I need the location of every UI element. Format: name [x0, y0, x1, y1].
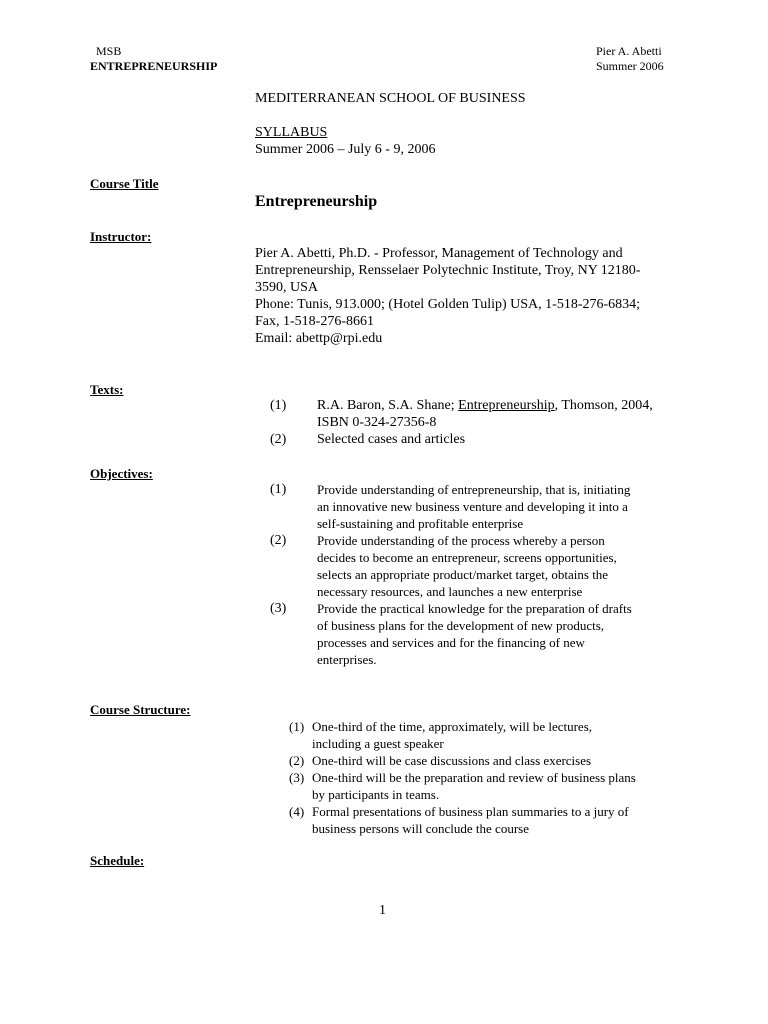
- header-left-top: MSB: [96, 44, 122, 58]
- texts-item-authors: R.A. Baron, S.A. Shane;: [317, 398, 459, 413]
- objective-number: (3): [270, 601, 287, 616]
- structure-item: [312, 803, 629, 837]
- texts-item-book-title: Entrepreneurship: [458, 398, 555, 413]
- structure-number: (1): [289, 719, 305, 734]
- instructor-line: Pier A. Abetti, Ph.D. - Professor, Management of Technology and: [255, 246, 623, 261]
- syllabus-label: SYLLABUS: [255, 125, 328, 140]
- objective-line: of business plans for the development of new products,: [317, 618, 605, 633]
- objective-number: (1): [270, 482, 287, 497]
- objective-item: [317, 532, 617, 600]
- structure-line: One-third of the time, approximately, will be lectures,: [312, 719, 593, 734]
- instructor-block: [255, 245, 640, 347]
- texts-label: Texts:: [90, 382, 124, 397]
- course-title-label: Course Title: [90, 176, 159, 191]
- texts-item-number: (1): [270, 398, 287, 413]
- instructor-line: 3590, USA: [255, 280, 319, 295]
- texts-item: [317, 397, 653, 431]
- objective-item: [317, 600, 632, 668]
- objective-number: (2): [270, 533, 287, 548]
- header-right-top: Pier A. Abetti: [596, 44, 662, 58]
- objective-item: [317, 481, 630, 532]
- objective-line: Provide the practical knowledge for the preparation of drafts: [317, 601, 632, 616]
- objective-line: selects an appropriate product/market target, obtains the: [317, 567, 609, 582]
- session-dates: Summer 2006 – July 6 - 9, 2006: [255, 142, 436, 157]
- objective-line: Provide understanding of entrepreneurship, that is, initiating: [317, 482, 631, 497]
- structure-line: including a guest speaker: [312, 736, 444, 751]
- structure-number: (2): [289, 753, 305, 768]
- instructor-line: Fax, 1-518-276-8661: [255, 314, 374, 329]
- schedule-label: Schedule:: [90, 853, 145, 868]
- structure-line: by participants in teams.: [312, 787, 440, 802]
- objective-line: processes and services and for the financing of new: [317, 635, 585, 650]
- objective-line: decides to become an entrepreneur, screens opportunities,: [317, 550, 617, 565]
- structure-number: (4): [289, 804, 305, 819]
- instructor-line: Phone: Tunis, 913.000; (Hotel Golden Tulip) USA, 1-518-276-6834;: [255, 297, 641, 312]
- structure-line: One-third will be the preparation and review of business plans: [312, 770, 636, 785]
- structure-item: [312, 718, 592, 752]
- header-right-bottom: Summer 2006: [596, 59, 664, 73]
- texts-item-isbn: ISBN 0-324-27356-8: [317, 415, 437, 430]
- objective-line: Provide understanding of the process whereby a person: [317, 533, 605, 548]
- structure-item: [312, 752, 591, 769]
- course-structure-label: Course Structure:: [90, 702, 191, 717]
- instructor-line: Email: abettp@rpi.edu: [255, 331, 383, 346]
- course-title-value: Entrepreneurship: [255, 193, 378, 210]
- objective-line: necessary resources, and launches a new enterprise: [317, 584, 583, 599]
- structure-line: One-third will be case discussions and class exercises: [312, 753, 592, 768]
- instructor-line: Entrepreneurship, Rensselaer Polytechnic Institute, Troy, NY 12180-: [255, 263, 641, 278]
- objective-line: enterprises.: [317, 652, 377, 667]
- texts-item-text: Selected cases and articles: [317, 432, 466, 447]
- objective-line: self-sustaining and profitable enterprise: [317, 516, 524, 531]
- school-name: MEDITERRANEAN SCHOOL OF BUSINESS: [255, 91, 526, 106]
- objectives-label: Objectives:: [90, 466, 153, 481]
- instructor-label: Instructor:: [90, 229, 152, 244]
- texts-item-publisher: , Thomson, 2004,: [554, 398, 653, 413]
- header-left-bottom: ENTREPRENEURSHIP: [90, 59, 218, 73]
- texts-item-number: (2): [270, 432, 287, 447]
- structure-item: [312, 769, 636, 803]
- structure-line: Formal presentations of business plan summaries to a jury of: [312, 804, 629, 819]
- objective-line: an innovative new business venture and developing it into a: [317, 499, 628, 514]
- page-number: 1: [379, 903, 386, 918]
- structure-line: business persons will conclude the course: [312, 821, 529, 836]
- structure-number: (3): [289, 770, 305, 785]
